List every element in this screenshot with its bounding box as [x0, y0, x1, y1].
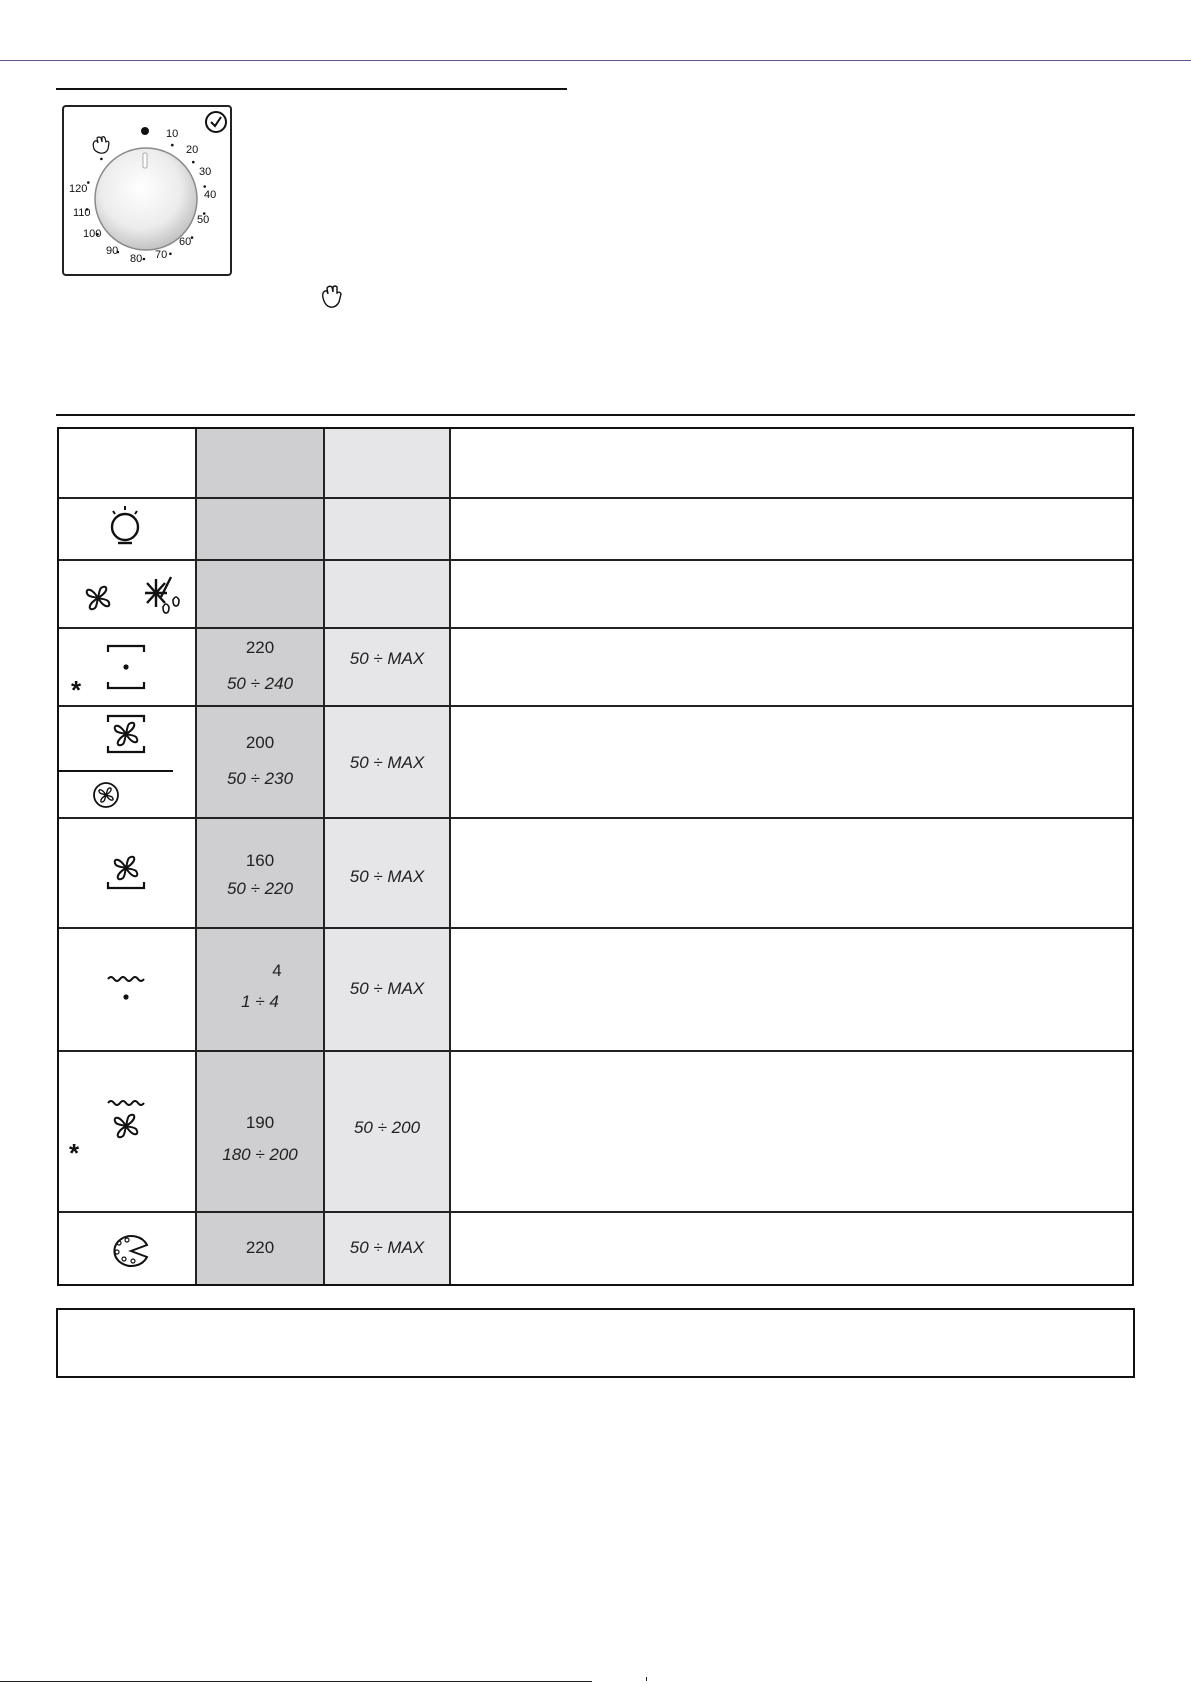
scale-30: 30	[199, 166, 212, 178]
table-header-row	[59, 429, 1132, 497]
symbol-cell	[59, 819, 196, 927]
note-box	[56, 1308, 1135, 1378]
scale-110: 110	[73, 207, 91, 219]
scale-90: 90	[106, 245, 119, 257]
temp-default: 220	[245, 638, 275, 657]
clock-icon	[206, 112, 226, 132]
table-row	[59, 1213, 1132, 1286]
max-range: 50 ÷ 200	[353, 1118, 421, 1137]
grill-icon	[105, 973, 149, 1007]
symbol-cell	[59, 707, 196, 817]
lamp-icon	[105, 503, 145, 551]
hand-icon-note	[320, 285, 342, 309]
timer-dial	[64, 107, 230, 274]
max-range: 50 ÷ MAX	[349, 1238, 425, 1257]
fan-icon	[81, 581, 115, 615]
zero-dot	[141, 127, 149, 135]
footer-rule	[0, 1681, 592, 1682]
scale-60: 60	[179, 236, 192, 248]
fan-grill-icon	[105, 1098, 149, 1144]
scale-tick	[169, 253, 172, 256]
table-row	[59, 819, 1132, 927]
scale-20: 20	[186, 144, 199, 156]
temp-default: 190	[245, 1113, 275, 1132]
top-bottom-heat-icon	[105, 643, 149, 691]
scale-tick	[143, 258, 146, 261]
temp-range: 50 ÷ 220	[226, 879, 294, 898]
temp-range: 50 ÷ 230	[226, 769, 294, 788]
scale-70: 70	[155, 249, 168, 261]
temp-range: 180 ÷ 200	[222, 1145, 298, 1164]
scale-tick	[87, 181, 90, 184]
max-range: 50 ÷ MAX	[349, 649, 425, 668]
symbol-cell	[59, 929, 196, 1050]
scale-40: 40	[204, 189, 217, 201]
temp-default: 160	[245, 851, 275, 870]
max-range: 50 ÷ MAX	[349, 867, 425, 886]
table-row	[59, 499, 1132, 559]
fan-ring-heat-icon	[105, 713, 149, 757]
scale-100: 100	[83, 228, 102, 240]
max-range: 50 ÷ MAX	[349, 979, 425, 998]
symbol-cell	[59, 1052, 196, 1211]
temp-default: 220	[245, 1238, 275, 1257]
scale-tick	[192, 161, 195, 164]
knob-indicator	[143, 153, 147, 168]
table-row	[59, 1052, 1132, 1211]
defrost-icon	[141, 573, 183, 617]
asterisk-note: *	[69, 1138, 80, 1168]
scale-10: 10	[166, 128, 179, 140]
symbol-cell	[59, 629, 196, 705]
symbol-divider	[59, 770, 173, 772]
max-range: 50 ÷ MAX	[349, 753, 425, 772]
hand-icon	[93, 137, 109, 154]
symbol-cell	[59, 1213, 196, 1286]
temp-range: 50 ÷ 240	[226, 674, 294, 693]
asterisk-note: *	[71, 675, 82, 705]
scale-tick	[100, 158, 103, 161]
footer-tick	[646, 1677, 647, 1681]
table-row	[59, 929, 1132, 1050]
fan-bottom-heat-icon	[105, 849, 149, 893]
header-rule	[0, 60, 1191, 61]
scale-120: 120	[69, 183, 88, 195]
scale-tick	[203, 185, 206, 188]
ring-fan-icon	[91, 780, 121, 810]
timer-dial-panel	[62, 105, 232, 276]
scale-tick	[171, 144, 174, 147]
section-rule-table	[56, 414, 1135, 416]
symbol-cell	[59, 561, 196, 627]
symbol-cell	[59, 499, 196, 559]
pizza-icon	[107, 1231, 151, 1269]
table-row	[59, 707, 1132, 817]
temp-default: 200	[245, 733, 275, 752]
scale-50: 50	[197, 214, 210, 226]
table-row	[59, 561, 1132, 627]
programme-table	[57, 427, 1134, 1286]
section-rule-timer	[56, 88, 567, 90]
temp-range: 1 ÷ 4	[241, 992, 279, 1011]
temp-default: 4	[272, 961, 282, 980]
table-row	[59, 629, 1132, 705]
scale-80: 80	[130, 253, 143, 265]
